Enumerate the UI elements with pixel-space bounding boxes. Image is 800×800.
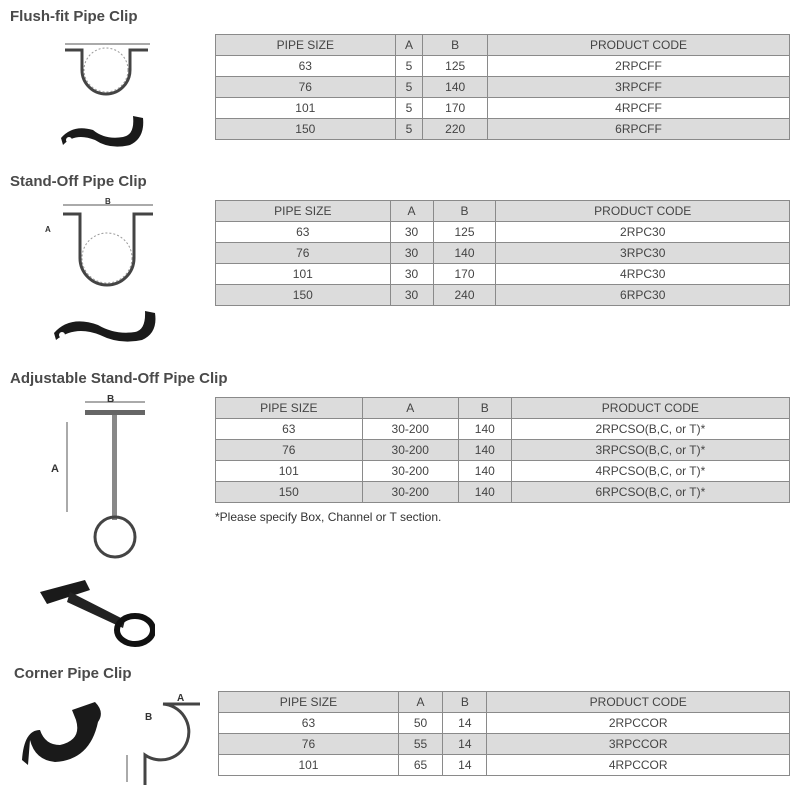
corner-diagram bbox=[115, 690, 210, 790]
stand-off-table bbox=[215, 200, 790, 306]
dimension-b-label: B bbox=[105, 198, 111, 206]
table-cell: 6RPCFF bbox=[488, 119, 790, 140]
table-cell: 65 bbox=[398, 755, 442, 776]
table-cell: 2RPCSO(B,C, or T)* bbox=[511, 419, 789, 440]
table-cell: 140 bbox=[458, 419, 511, 440]
table-row bbox=[216, 77, 790, 98]
table-cell: 30-200 bbox=[362, 419, 458, 440]
table-cell: 5 bbox=[395, 98, 423, 119]
table-cell: 4RPCSO(B,C, or T)* bbox=[511, 461, 789, 482]
table-cell: 101 bbox=[216, 98, 396, 119]
table-row bbox=[216, 482, 790, 503]
column-header: PIPE SIZE bbox=[216, 35, 396, 56]
adjustable-diagram bbox=[45, 392, 145, 562]
corner-photo bbox=[20, 690, 110, 790]
table-cell: 150 bbox=[216, 285, 391, 306]
column-header: PIPE SIZE bbox=[219, 692, 399, 713]
stand-off-photo bbox=[50, 305, 165, 365]
column-header: PRODUCT CODE bbox=[496, 201, 790, 222]
section-title-flush-fit: Flush-fit Pipe Clip bbox=[10, 8, 138, 25]
table-cell: 2RPC30 bbox=[496, 222, 790, 243]
table-cell: 76 bbox=[216, 243, 391, 264]
table-cell: 2RPCCOR bbox=[487, 713, 790, 734]
table-cell: 30-200 bbox=[362, 461, 458, 482]
table-cell: 30 bbox=[390, 243, 433, 264]
column-header: B bbox=[423, 35, 488, 56]
table-header-row bbox=[216, 398, 790, 419]
table-cell: 140 bbox=[433, 243, 496, 264]
table-cell: 150 bbox=[216, 119, 396, 140]
table-cell: 6RPCSO(B,C, or T)* bbox=[511, 482, 789, 503]
column-header: PIPE SIZE bbox=[216, 398, 363, 419]
column-header: A bbox=[362, 398, 458, 419]
table-cell: 30 bbox=[390, 222, 433, 243]
table-cell: 3RPCFF bbox=[488, 77, 790, 98]
section-title-adjustable: Adjustable Stand-Off Pipe Clip bbox=[10, 370, 228, 387]
table-cell: 50 bbox=[398, 713, 442, 734]
section-note: *Please specify Box, Channel or T section. bbox=[215, 510, 442, 524]
column-header: PIPE SIZE bbox=[216, 201, 391, 222]
column-header: B bbox=[458, 398, 511, 419]
table-row bbox=[219, 713, 790, 734]
table-cell: 170 bbox=[433, 264, 496, 285]
table-cell: 5 bbox=[395, 56, 423, 77]
table-cell: 14 bbox=[443, 734, 487, 755]
table-header-row bbox=[219, 692, 790, 713]
table-row bbox=[216, 264, 790, 285]
table-cell: 170 bbox=[423, 98, 488, 119]
table-cell: 14 bbox=[443, 755, 487, 776]
table-row bbox=[219, 734, 790, 755]
svg-text:B: B bbox=[145, 712, 153, 723]
svg-text:A: A bbox=[177, 693, 185, 704]
table-cell: 55 bbox=[398, 734, 442, 755]
table-cell: 30-200 bbox=[362, 482, 458, 503]
table-cell: 14 bbox=[443, 713, 487, 734]
column-header: PRODUCT CODE bbox=[487, 692, 790, 713]
table-cell: 140 bbox=[458, 482, 511, 503]
flush-fit-diagram bbox=[50, 30, 160, 100]
table-row bbox=[216, 98, 790, 119]
section-title-corner: Corner Pipe Clip bbox=[14, 665, 132, 682]
table-row bbox=[216, 440, 790, 461]
table-cell: 140 bbox=[458, 440, 511, 461]
table-cell: 4RPCFF bbox=[488, 98, 790, 119]
table-cell: 30 bbox=[390, 264, 433, 285]
table-cell: 63 bbox=[216, 419, 363, 440]
table-cell: 76 bbox=[219, 734, 399, 755]
column-header: PRODUCT CODE bbox=[488, 35, 790, 56]
table-header-row bbox=[216, 35, 790, 56]
table-cell: 5 bbox=[395, 77, 423, 98]
table-cell: 101 bbox=[216, 461, 363, 482]
table-row bbox=[216, 243, 790, 264]
column-header: B bbox=[443, 692, 487, 713]
table-cell: 30-200 bbox=[362, 440, 458, 461]
adjustable-table bbox=[215, 397, 790, 503]
table-cell: 101 bbox=[216, 264, 391, 285]
table-cell: 3RPCSO(B,C, or T)* bbox=[511, 440, 789, 461]
flush-fit-photo bbox=[55, 110, 155, 170]
table-cell: 140 bbox=[458, 461, 511, 482]
table-row bbox=[216, 222, 790, 243]
column-header: A bbox=[390, 201, 433, 222]
table-row bbox=[216, 56, 790, 77]
table-cell: 63 bbox=[219, 713, 399, 734]
table-cell: 3RPC30 bbox=[496, 243, 790, 264]
table-cell: 125 bbox=[423, 56, 488, 77]
adjustable-photo bbox=[35, 572, 155, 652]
table-row bbox=[216, 119, 790, 140]
section-title-stand-off: Stand-Off Pipe Clip bbox=[10, 173, 147, 190]
column-header: B bbox=[433, 201, 496, 222]
table-header-row bbox=[216, 201, 790, 222]
corner-table bbox=[218, 691, 790, 776]
table-cell: 76 bbox=[216, 440, 363, 461]
table-cell: 4RPC30 bbox=[496, 264, 790, 285]
column-header: A bbox=[395, 35, 423, 56]
column-header: A bbox=[398, 692, 442, 713]
table-cell: 101 bbox=[219, 755, 399, 776]
table-cell: 125 bbox=[433, 222, 496, 243]
table-cell: 3RPCCOR bbox=[487, 734, 790, 755]
table-cell: 63 bbox=[216, 56, 396, 77]
stand-off-diagram bbox=[35, 198, 165, 293]
table-row bbox=[216, 461, 790, 482]
svg-text:B: B bbox=[107, 394, 115, 405]
table-cell: 76 bbox=[216, 77, 396, 98]
table-cell: 6RPC30 bbox=[496, 285, 790, 306]
table-row bbox=[216, 285, 790, 306]
table-cell: 2RPCFF bbox=[488, 56, 790, 77]
table-cell: 220 bbox=[423, 119, 488, 140]
table-cell: 150 bbox=[216, 482, 363, 503]
column-header: PRODUCT CODE bbox=[511, 398, 789, 419]
table-row bbox=[216, 419, 790, 440]
table-row bbox=[219, 755, 790, 776]
flush-fit-table bbox=[215, 34, 790, 140]
table-cell: 4RPCCOR bbox=[487, 755, 790, 776]
svg-text:A: A bbox=[51, 463, 59, 475]
table-cell: 240 bbox=[433, 285, 496, 306]
table-cell: 140 bbox=[423, 77, 488, 98]
dimension-a-label: A bbox=[45, 225, 51, 234]
table-cell: 30 bbox=[390, 285, 433, 306]
table-cell: 5 bbox=[395, 119, 423, 140]
table-cell: 63 bbox=[216, 222, 391, 243]
